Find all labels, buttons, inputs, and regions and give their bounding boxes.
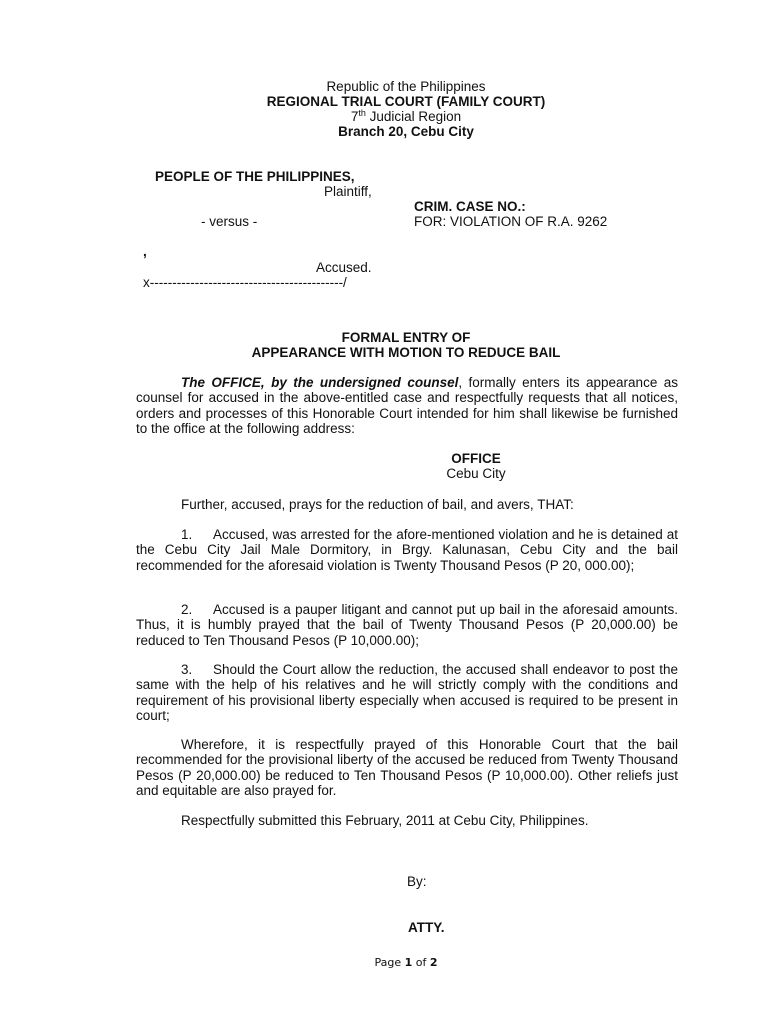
accused-label: Accused.: [316, 260, 372, 275]
caption-separator: x-------------------------------------------/: [143, 275, 347, 290]
header-region-num: 7: [350, 109, 359, 124]
list-item: [136, 527, 678, 573]
page-number: [0, 955, 768, 970]
header-region-sup: th: [358, 108, 366, 118]
list-item-number: 2.: [181, 602, 193, 617]
header-region: [0, 109, 768, 124]
intro-paragraph: [136, 375, 678, 437]
submitted-line: Respectfully submitted this February, 2011 at Cebu City, Philippines.: [181, 813, 589, 828]
intro-text: , formally enters its appearance as counsel for accused in the above-entitled case and respectfully requests that all notices, orders and processes of this Honorable Court intended for him shall likewise be furnished to the office at the following address:: [136, 375, 678, 437]
list-item-text: Should the Court allow the reduction, the accused shall endeavor to post the same with the help of his relatives and he will strictly comply with the conditions and requirement of his provisional liberty especially when accused is required to be present in court;: [136, 662, 678, 724]
address-city: Cebu City: [446, 466, 506, 481]
list-item-number: 3.: [181, 662, 193, 677]
intro-lead: The OFFICE, by the undersigned counsel: [181, 375, 459, 390]
page-middle: of: [412, 956, 430, 969]
header-region-text: Judicial Region: [365, 109, 462, 124]
address-name: OFFICE: [451, 451, 501, 466]
wherefore-paragraph: Wherefore, it is respectfully prayed of this Honorable Court that the bail recommended for the provisional liberty of the accused be reduced from Twenty Thousand Pesos (P 20,000.00) be reduced to Ten Thousand Pesos (P 10,000.00). Other reliefs just and equitable are also prayed for.: [136, 737, 678, 799]
signature-atty: ATTY.: [408, 920, 445, 935]
list-item-text: Accused, was arrested for the afore-mentioned violation and he is detained at the Cebu City Jail Male Dormitory, in Brgy. Kalunasan, Cebu City and the bail recommended for the aforesaid violation is Twenty Thousand Pesos (P 20, 000.00);: [136, 527, 678, 573]
list-item: [136, 602, 678, 648]
prayer-intro: Further, accused, prays for the reduction of bail, and avers, THAT:: [181, 497, 574, 512]
header-republic: Republic of the Philippines: [326, 79, 486, 94]
plaintiff-label: Plaintiff,: [324, 184, 372, 199]
list-item-text: Accused is a pauper litigant and cannot put up bail in the aforesaid amounts. Thus, it is humbly prayed that the bail of Twenty Thousand Pesos (P 20,000.00) be reduced to Ten Thousand Pesos (P 10,000.00);: [136, 602, 678, 648]
page-total: 2: [429, 956, 438, 969]
title-line-2: APPEARANCE WITH MOTION TO REDUCE BAIL: [251, 345, 561, 360]
list-item: [136, 662, 678, 724]
versus-label: - versus -: [201, 214, 258, 229]
case-number-label: CRIM. CASE NO.:: [414, 199, 526, 214]
page-prefix: Page: [374, 956, 405, 969]
plaintiff-name: PEOPLE OF THE PHILIPPINES,: [155, 169, 355, 184]
violation-label: FOR: VIOLATION OF R.A. 9262: [414, 214, 608, 229]
list-item-number: 1.: [181, 527, 193, 542]
title-line-1: FORMAL ENTRY OF: [341, 330, 471, 345]
header-court: REGIONAL TRIAL COURT (FAMILY COURT): [266, 94, 546, 109]
header-branch: Branch 20, Cebu City: [338, 124, 474, 139]
signature-by: By:: [407, 874, 427, 889]
page-current: 1: [404, 956, 413, 969]
accused-name: ,: [143, 244, 147, 259]
